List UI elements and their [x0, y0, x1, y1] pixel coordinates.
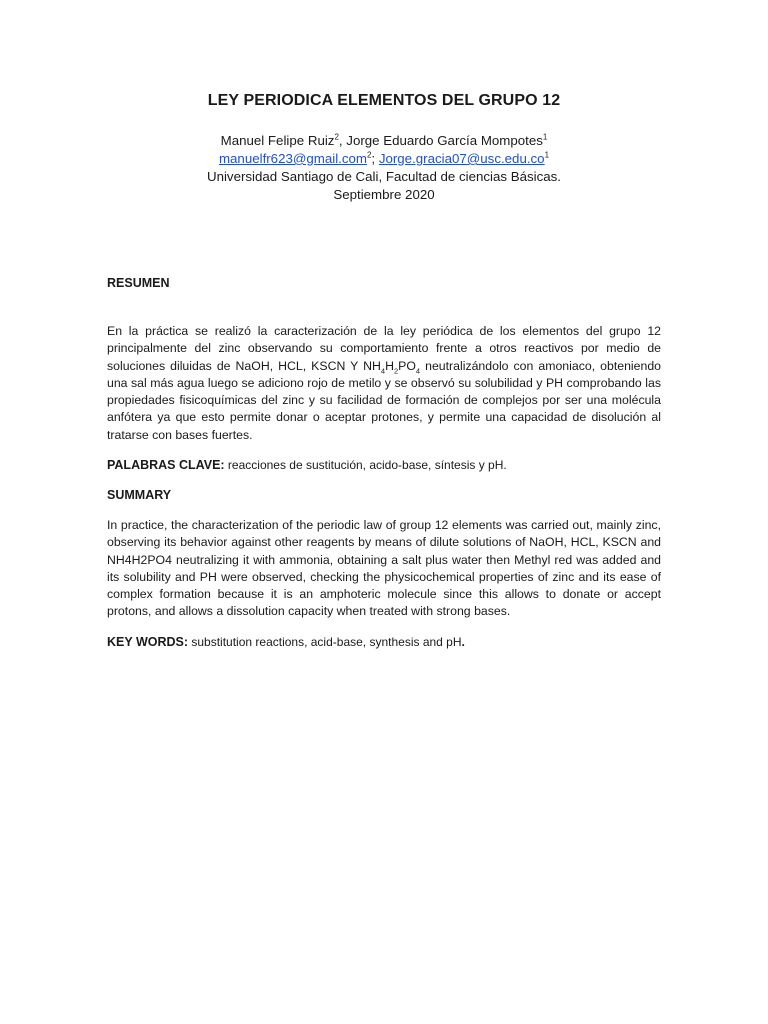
author-names: [0, 132, 768, 150]
resumen-paragraph: [107, 323, 661, 444]
key-words-label: KEY WORDS:: [107, 635, 189, 649]
palabras-clave-text: reacciones de sustitución, acido-base, síntesis y pH.: [224, 458, 507, 472]
affiliation: Universidad Santiago de Cali, Facultad de ciencias Básicas.: [206, 169, 562, 184]
author-separator: ,: [338, 133, 347, 148]
author-1-affiliation-mark: 2: [334, 132, 339, 142]
email-separator: ;: [371, 151, 379, 166]
author-1: Manuel Felipe Ruiz: [220, 133, 335, 148]
email-link-1[interactable]: manuelfr623@gmail.com: [218, 151, 367, 166]
palabras-clave-line: [107, 458, 661, 472]
author-2-affiliation-mark: 1: [542, 132, 548, 142]
author-block: [0, 132, 768, 204]
formula-mid: H: [385, 358, 394, 373]
email-2-mark: 1: [544, 150, 550, 160]
paper-title: LEY PERIODICA ELEMENTOS DEL GRUPO 12: [207, 92, 561, 109]
resumen-text-part-2: neutralizándolo con amoniaco, obteniendo una sal más agua luego se adiciono rojo de metilo y se observó su solubilidad y PH comprobando las propiedades fisicoquímicas del zinc y su facilidad de formación de complejos por ser una molécula anfótera ya que esto permite donar o aceptar protones, y permite una capacidad de disolución al tratarse con bases fuertes.: [107, 358, 661, 442]
author-2: Jorge Eduardo García Mompotes: [346, 133, 543, 148]
resumen-text-part-1: En la práctica se realizó la caracterización de la ley periódica de los elementos del grupo 12 principalmente del zinc observando su comportamiento frente a otros reactivos por medio de soluciones diluidas de NaOH, HCL, KSCN Y NH: [107, 324, 661, 373]
formula-sub-1: 4: [380, 366, 386, 376]
formula-sub-3: 4: [415, 366, 421, 376]
author-emails: [0, 150, 768, 168]
key-words-line: [107, 635, 661, 649]
formula-sub-2: 2: [393, 366, 399, 376]
palabras-clave-label: PALABRAS CLAVE:: [107, 458, 225, 472]
resumen-heading: RESUMEN: [107, 276, 170, 290]
key-words-text: substitution reactions, acid-base, synthesis and pH: [188, 635, 462, 649]
email-1-mark: 2: [366, 150, 372, 160]
key-words-end: .: [461, 635, 465, 649]
summary-heading: SUMMARY: [107, 488, 172, 502]
publication-date: Septiembre 2020: [333, 187, 435, 202]
formula-end: PO: [398, 358, 416, 373]
email-link-2[interactable]: Jorge.gracia07@usc.edu.co: [378, 151, 545, 166]
summary-paragraph: In practice, the characterization of the periodic law of group 12 elements was carried out, mainly zinc, observing its behavior against other reagents by means of dilute solutions of NaOH, HCL, KSCN and NH4H2PO4 neutralizing it with ammonia, obtaining a salt plus water then Methyl red was added and its solubility and PH were observed, checking the physicochemical properties of zinc and its ease of complex formation because it is an amphoteric molecule since this allows to donate or accept protons, and allows a dissolution capacity when treated with strong bases.: [107, 518, 661, 619]
